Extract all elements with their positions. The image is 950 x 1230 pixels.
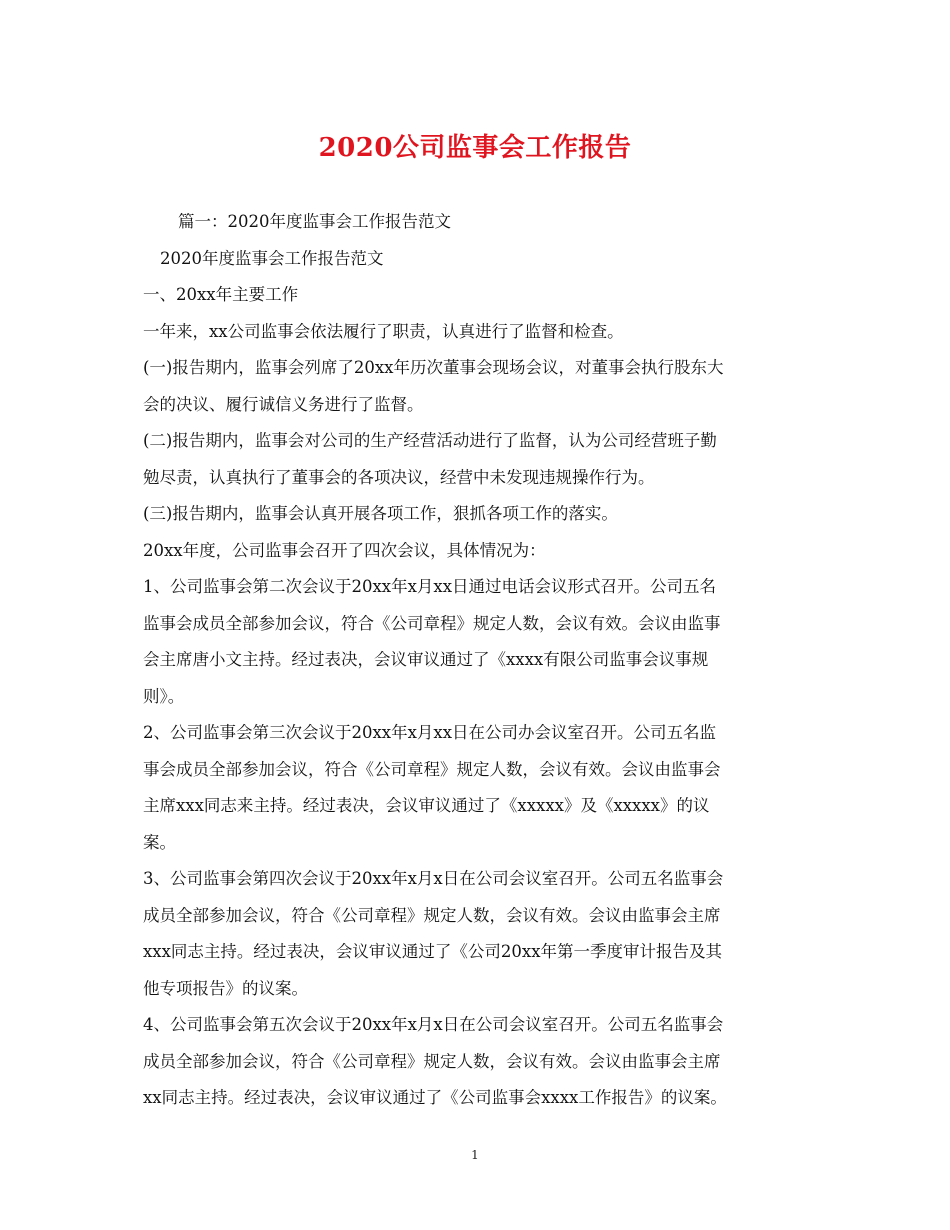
document-title: 2020公司监事会工作报告 [318, 133, 632, 163]
body-line: (一)报告期内，监事会列席了20xx年历次董事会现场会议，对董事会执行股东大 [143, 358, 724, 377]
body-line: 2、公司监事会第三次会议于20xx年x月xx日在公司办会议室召开。公司五名监 [143, 723, 717, 742]
body-line: 会的决议、履行诚信义务进行了监督。 [143, 394, 424, 414]
body-line: 成员全部参加会议，符合《公司章程》规定人数，会议有效。会议由监事会主席 [143, 905, 721, 925]
body-line: 事会成员全部参加会议，符合《公司章程》规定人数，会议有效。会议由监事会 [143, 759, 721, 779]
body-line: 会主席唐小文主持。经过表决，会议审议通过了《xxxx有限公司监事会议事规 [143, 650, 709, 669]
body-line: 篇一：2020年度监事会工作报告范文 [178, 212, 451, 231]
body-line: (二)报告期内，监事会对公司的生产经营活动进行了监督，认为公司经营班子勤 [143, 431, 717, 450]
body-line: 案。 [143, 832, 176, 852]
body-line: 3、公司监事会第四次会议于20xx年x月x日在公司会议室召开。公司五名监事会 [143, 869, 724, 888]
body-line: 监事会成员全部参加会议，符合《公司章程》规定人数，会议有效。会议由监事 [143, 613, 721, 633]
body-line: 2020年度监事会工作报告范文 [160, 248, 384, 268]
body-line: 20xx年度，公司监事会召开了四次会议，具体情况为： [143, 540, 546, 560]
body-line: 勉尽责，认真执行了董事会的各项决议，经营中未发现违规操作行为。 [143, 467, 655, 487]
body-line: 1、公司监事会第二次会议于20xx年x月xx日通过电话会议形式召开。公司五名 [143, 577, 717, 596]
document-body [143, 204, 813, 1117]
body-line: (三)报告期内，监事会认真开展各项工作，狠抓各项工作的落实。 [143, 504, 618, 523]
body-line: 成员全部参加会议，符合《公司章程》规定人数，会议有效。会议由监事会主席 [143, 1051, 721, 1071]
body-line: 主席xxx同志来主持。经过表决，会议审议通过了《xxxxx》及《xxxxx》的议 [143, 796, 710, 815]
body-line: xx同志主持。经过表决，会议审议通过了《公司监事会xxxx工作报告》的议案。 [143, 1088, 727, 1107]
body-line: 一年来，xx公司监事会依法履行了职责，认真进行了监督和检查。 [143, 321, 624, 341]
body-line: 则》。 [143, 686, 185, 706]
body-line: 他专项报告》的议案。 [143, 978, 308, 998]
body-line: 4、公司监事会第五次会议于20xx年x月x日在公司会议室召开。公司五名监事会 [143, 1015, 724, 1034]
body-line: xxx同志主持。经过表决，会议审议通过了《公司20xx年第一季度审计报告及其 [143, 942, 723, 961]
page-number: 1 [471, 1148, 479, 1162]
body-line: 一、20xx年主要工作 [143, 285, 299, 304]
